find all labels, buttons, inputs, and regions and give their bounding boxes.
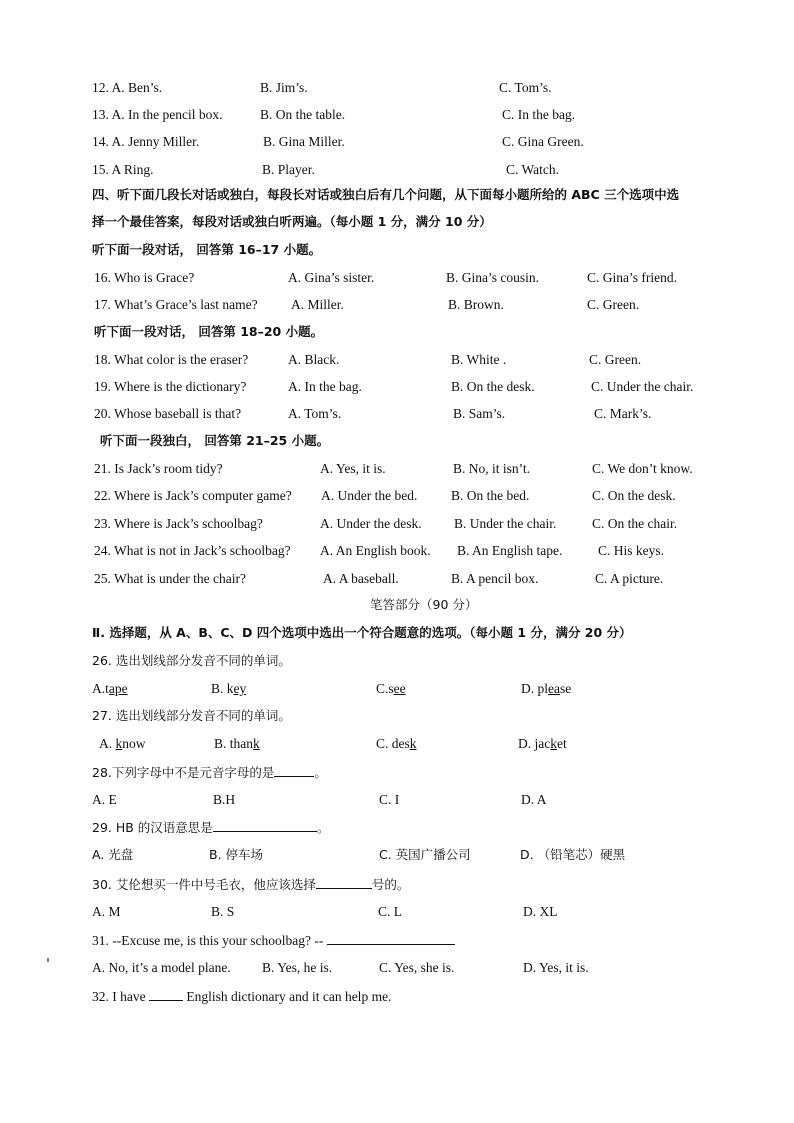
q20-option-c[interactable]: C. Mark’s. (594, 406, 652, 421)
q31-option-b[interactable]: B. Yes, he is. (262, 960, 333, 975)
q26-d-text: D. pl (521, 681, 548, 696)
q32-stem-end: English dictionary and it can help me. (186, 989, 392, 1004)
q20-option-b[interactable]: B. Sam’s. (453, 406, 506, 421)
q15-option-a[interactable]: 15. A Ring. (92, 162, 154, 177)
q29-stem-end: 。 (316, 820, 330, 835)
q27-option-c[interactable] (376, 735, 417, 753)
q18-stem: 18. What color is the eraser? (94, 352, 249, 367)
q26-d-underline: ea (548, 681, 560, 696)
q23-option-a[interactable]: A. Under the desk. (320, 516, 422, 531)
q17-stem: 17. What’s Grace’s last name? (94, 297, 258, 312)
q26-option-c[interactable] (376, 680, 406, 698)
q28-option-c[interactable]: C. I (379, 792, 400, 807)
q16-option-a[interactable]: A. Gina’s sister. (288, 270, 375, 285)
q31-stem-text: 31. --Excuse me, is this your schoolbag? -- (92, 933, 324, 948)
q31-answer-blank[interactable] (327, 931, 455, 945)
q21-option-a[interactable]: A. Yes, it is. (320, 461, 386, 476)
q25-stem: 25. What is under the chair? (94, 571, 246, 586)
q16-stem: 16. Who is Grace? (94, 270, 195, 285)
q31-stem (92, 931, 455, 950)
q28-option-d[interactable]: D. A (521, 792, 547, 807)
q30-stem-text: 30. 艾伦想买一件中号毛衣，他应该选择 (92, 877, 316, 892)
q20-stem: 20. Whose baseball is that? (94, 406, 242, 421)
q18-option-a[interactable]: A. Black. (288, 352, 340, 367)
q30-answer-blank[interactable] (316, 875, 372, 889)
q26-b-text: B. k (211, 681, 234, 696)
q25-option-a[interactable]: A. A baseball. (323, 571, 399, 586)
q14-option-b[interactable]: B. Gina Miller. (263, 134, 345, 149)
q24-option-b[interactable]: B. An English tape. (457, 543, 563, 558)
q16-option-c[interactable]: C. Gina’s friend. (587, 270, 677, 285)
q31-option-a[interactable]: A. No, it’s a model plane. (92, 960, 231, 975)
q26-option-d[interactable] (521, 680, 571, 698)
q21-stem: 21. Is Jack’s room tidy? (94, 461, 223, 476)
q29-stem (92, 818, 329, 837)
q19-option-a[interactable]: A. In the bag. (288, 379, 362, 394)
q26-c-text: C.s (376, 681, 394, 696)
q27-b-underline: k (253, 736, 260, 751)
q13-option-a[interactable]: 13. A. In the pencil box. (92, 107, 223, 122)
q27-c-underline: k (409, 736, 417, 751)
q25-option-b[interactable]: B. A pencil box. (451, 571, 539, 586)
q26-c-underline: ee (393, 681, 406, 696)
q24-option-c[interactable]: C. His keys. (598, 543, 665, 558)
q23-option-c[interactable]: C. On the chair. (592, 516, 678, 531)
q30-option-b[interactable]: B. S (211, 904, 235, 919)
q21-option-b[interactable]: B. No, it isn’t. (453, 461, 531, 476)
q23-stem: 23. Where is Jack’s schoolbag? (94, 516, 263, 531)
q22-stem: 22. Where is Jack’s computer game? (94, 488, 292, 503)
q30-option-c[interactable]: C. L (378, 904, 403, 919)
q27-a-underline: k (115, 736, 123, 751)
q27-d-text: D. jac (518, 736, 551, 751)
q26-a-underline: ape (108, 681, 128, 696)
q28-option-b[interactable]: B.H (213, 792, 236, 807)
q27-a-text: A. (99, 736, 116, 751)
q16-option-b[interactable]: B. Gina’s cousin. (446, 270, 539, 285)
q19-option-c[interactable]: C. Under the chair. (591, 379, 694, 394)
q17-option-a[interactable]: A. Miller. (291, 297, 344, 312)
q26-option-a[interactable] (92, 680, 128, 698)
q30-option-a[interactable]: A. M (92, 904, 121, 919)
q14-option-c[interactable]: C. Gina Green. (502, 134, 584, 149)
q14-option-a[interactable]: 14. A. Jenny Miller. (92, 134, 200, 149)
q30-option-d[interactable]: D. XL (523, 904, 558, 919)
q29-stem-text: 29. HB 的汉语意思是 (92, 820, 213, 835)
q29-option-a[interactable]: A. 光盘 (92, 847, 134, 862)
q28-answer-blank[interactable] (274, 763, 314, 777)
q26-option-b[interactable] (211, 680, 246, 698)
dialogue-1-heading: 听下面一段对话， 回答第 16–17 小题。 (92, 242, 322, 257)
q21-option-c[interactable]: C. We don’t know. (592, 461, 693, 476)
section-4-instruction-line2: 择一个最佳答案，每段对话或独白听两遍。（每小题 1 分，满分 10 分） (92, 214, 492, 229)
q31-option-d[interactable]: D. Yes, it is. (523, 960, 589, 975)
written-section-title: 笔答部分（90 分） (370, 597, 478, 612)
q27-stem: 27. 选出划线部分发音不同的单词。 (92, 708, 291, 723)
scan-mark (47, 958, 49, 962)
q19-option-b[interactable]: B. On the desk. (451, 379, 535, 394)
dialogue-2-heading: 听下面一段对话， 回答第 18–20 小题。 (94, 324, 324, 339)
q13-option-b[interactable]: B. On the table. (260, 107, 346, 122)
q24-option-a[interactable]: A. An English book. (320, 543, 431, 558)
q26-stem: 26. 选出划线部分发音不同的单词。 (92, 653, 291, 668)
q26-b-underline: ey (233, 681, 247, 696)
q29-option-b[interactable]: B. 停车场 (209, 847, 264, 862)
q13-option-c[interactable]: C. In the bag. (502, 107, 576, 122)
q27-b-text: B. than (214, 736, 253, 751)
q24-stem: 24. What is not in Jack’s schoolbag? (94, 543, 291, 558)
q27-a-text-end: now (122, 736, 146, 751)
q31-option-c[interactable]: C. Yes, she is. (379, 960, 455, 975)
q27-d-underline: k (550, 736, 557, 751)
q32-stem-text: 32. I have (92, 989, 146, 1004)
monologue-heading: 听下面一段独白， 回答第 21–25 小题。 (100, 433, 330, 448)
q27-option-d[interactable] (518, 735, 567, 753)
q29-option-c[interactable]: C. 英国广播公司 (379, 847, 471, 862)
q30-stem (92, 875, 409, 894)
q28-stem-text: 28.下列字母中不是元音字母的是 (92, 765, 275, 780)
q27-option-a[interactable] (99, 735, 146, 753)
q18-option-c[interactable]: C. Green. (589, 352, 642, 367)
q30-stem-end: 号的。 (371, 877, 410, 892)
q28-stem-end: 。 (314, 765, 327, 780)
section-2-instruction: Ⅱ. 选择题，从 A、B、C、D 四个选项中选出一个符合题意的选项。（每小题 1 分，满分 20 分） (92, 625, 632, 640)
q19-stem: 19. Where is the dictionary? (94, 379, 247, 394)
q17-option-c[interactable]: C. Green. (587, 297, 640, 312)
q12-option-a[interactable]: 12. A. Ben’s. (92, 80, 163, 95)
q29-option-d[interactable]: D. （铅笔芯）硬黑 (520, 847, 626, 862)
q26-a-text: A.t (92, 681, 109, 696)
q17-option-b[interactable]: B. Brown. (448, 297, 504, 312)
q12-option-b[interactable]: B. Jim’s. (260, 80, 308, 95)
q22-option-c[interactable]: C. On the desk. (592, 488, 676, 503)
q32-answer-blank[interactable] (149, 987, 183, 1001)
q27-c-text: C. des (376, 736, 410, 751)
q22-option-b[interactable]: B. On the bed. (451, 488, 530, 503)
q15-option-c[interactable]: C. Watch. (506, 162, 560, 177)
q15-option-b[interactable]: B. Player. (262, 162, 315, 177)
q20-option-a[interactable]: A. Tom’s. (288, 406, 342, 421)
section-4-instruction-line1: 四、听下面几段长对话或独白，每段长对话或独白后有几个问题，从下面每小题所给的 ABC 三个选项中选 (92, 187, 680, 202)
q27-d-text-end: et (556, 736, 567, 751)
q28-option-a[interactable]: A. E (92, 792, 117, 807)
q22-option-a[interactable]: A. Under the bed. (321, 488, 418, 503)
q29-answer-blank[interactable] (213, 818, 317, 832)
q32-stem (92, 987, 391, 1006)
q26-d-text-end: se (559, 681, 572, 696)
q12-option-c[interactable]: C. Tom’s. (499, 80, 552, 95)
q28-stem (92, 763, 327, 782)
q18-option-b[interactable]: B. White . (451, 352, 507, 367)
q23-option-b[interactable]: B. Under the chair. (454, 516, 557, 531)
q27-option-b[interactable] (214, 735, 260, 753)
q25-option-c[interactable]: C. A picture. (595, 571, 664, 586)
